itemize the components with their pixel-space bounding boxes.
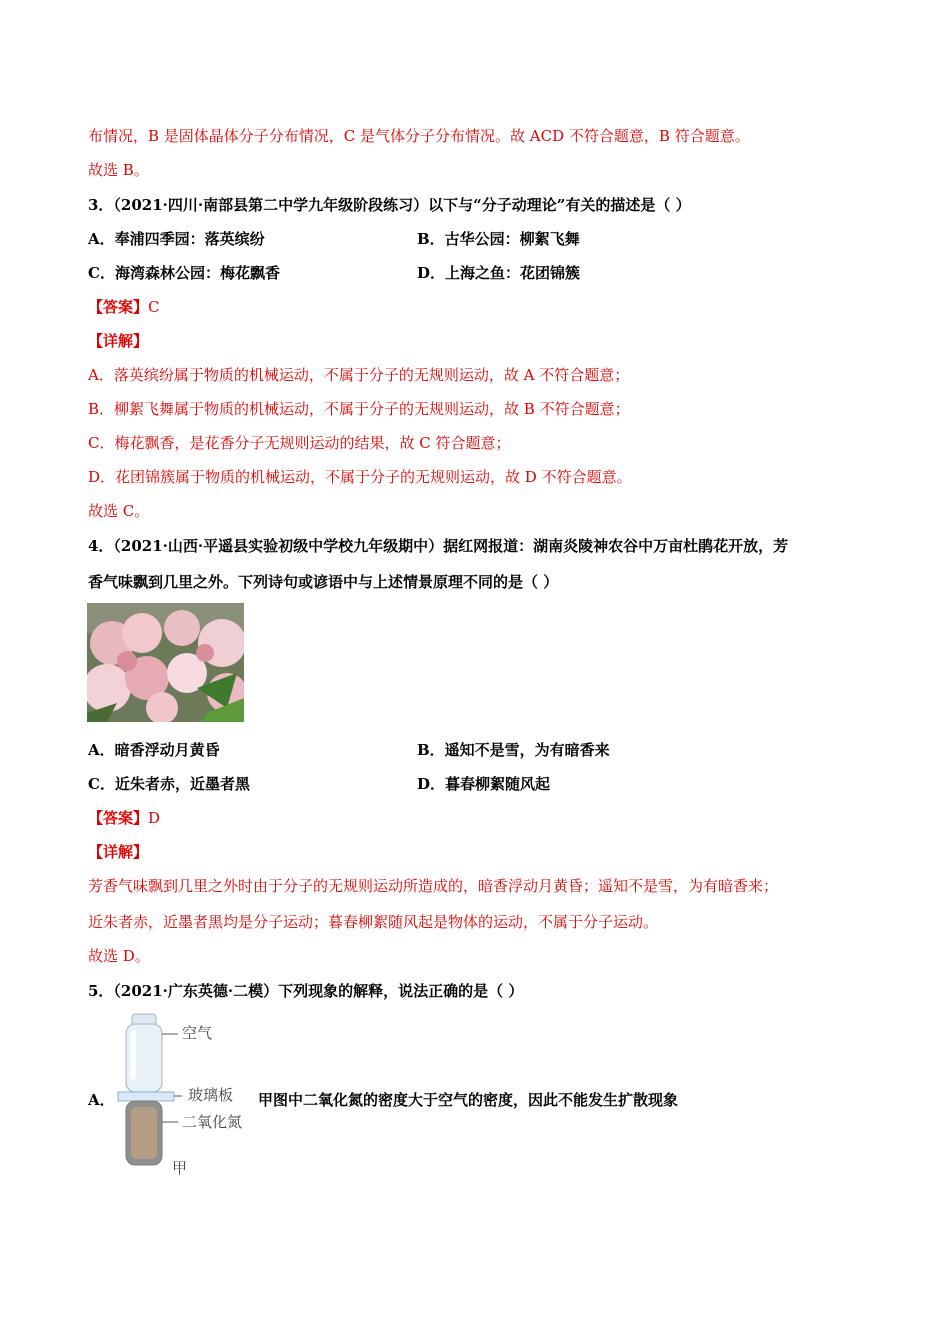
label-glass-plate: 玻璃板 [188, 1086, 234, 1104]
q4-detail-label: 【详解】 [88, 843, 149, 861]
q4-option-c: C．近朱者赤，近墨者黑 [88, 775, 250, 793]
q3-detail-a: A．落英缤纷属于物质的机械运动，不属于分子的无规则运动，故 A 不符合题意； [88, 366, 630, 384]
diagram-caption: 甲 [172, 1159, 188, 1177]
q4-detail-line2: 近朱者赤，近墨者黑均是分子运动；暮春柳絮随风起是物体的运动，不属于分子运动。 [88, 913, 659, 931]
q3-conclusion: 故选 C。 [88, 502, 150, 520]
q4-answer [88, 807, 160, 829]
q3-stem: 3．（2021·四川·南部县第二中学九年级阶段练习）以下与“分子动理论”有关的描述是（ ） [88, 196, 691, 214]
q5-option-a-text: 甲图中二氧化氮的密度大于空气的密度，因此不能发生扩散现象 [258, 1091, 679, 1109]
q4-conclusion: 故选 D。 [88, 947, 150, 965]
q3-option-b: B．古华公园：柳絮飞舞 [417, 230, 580, 248]
q3-detail-c: C．梅花飘香，是花香分子无规则运动的结果，故 C 符合题意； [88, 434, 511, 452]
q3-answer [88, 296, 160, 318]
q4-option-b: B．遥知不是雪，为有暗香来 [417, 741, 610, 759]
q4-option-d: D．暮春柳絮随风起 [417, 775, 551, 793]
q4-detail-line1: 芳香气味飘到几里之外时由于分子的无规则运动所造成的，暗香浮动月黄昏；遥知不是雪，为有暗香来； [88, 877, 779, 895]
q3-detail-b: B．柳絮飞舞属于物质的机械运动，不属于分子的无规则运动，故 B 不符合题意； [88, 400, 630, 418]
diffusion-diagram [112, 1010, 262, 1180]
q5-option-a-label: A． [88, 1091, 115, 1109]
q3-detail-label: 【详解】 [88, 332, 149, 350]
q4-answer-value: D [148, 809, 161, 827]
prev-conclusion: 故选 B。 [88, 161, 149, 179]
q3-option-c: C．海湾森林公园：梅花飘香 [88, 264, 280, 282]
q3-option-a: A．奉浦四季园：落英缤纷 [88, 230, 265, 248]
q4-option-a: A．暗香浮动月黄昏 [88, 741, 220, 759]
q4-stem-line1: 4．（2021·山西·平遥县实验初级中学校九年级期中）据红网报道：湖南炎陵神农谷中万亩杜鹃花开放，芳 [88, 537, 789, 555]
q4-stem-line2: 香气味飘到几里之外。下列诗句或谚语中与上述情景原理不同的是（ ） [88, 573, 559, 591]
label-air: 空气 [182, 1024, 213, 1042]
q3-detail-d: D．花团锦簇属于物质的机械运动，不属于分子的无规则运动，故 D 不符合题意。 [88, 468, 632, 486]
azalea-flower-photo [87, 603, 244, 722]
q4-answer-label: 【答案】 [88, 809, 149, 827]
q3-option-d: D．上海之鱼：花团锦簇 [417, 264, 581, 282]
q5-stem: 5．（2021·广东英德·二模）下列现象的解释，说法正确的是（ ） [88, 982, 524, 1000]
label-nitrogen-dioxide: 二氧化氮 [182, 1113, 243, 1131]
prev-explanation-line: 布情况，B 是固体晶体分子分布情况，C 是气体分子分布情况。故 ACD 不符合题意，B 符合题意。 [88, 127, 750, 145]
q3-answer-label: 【答案】 [88, 298, 149, 316]
q3-answer-value: C [148, 298, 160, 316]
